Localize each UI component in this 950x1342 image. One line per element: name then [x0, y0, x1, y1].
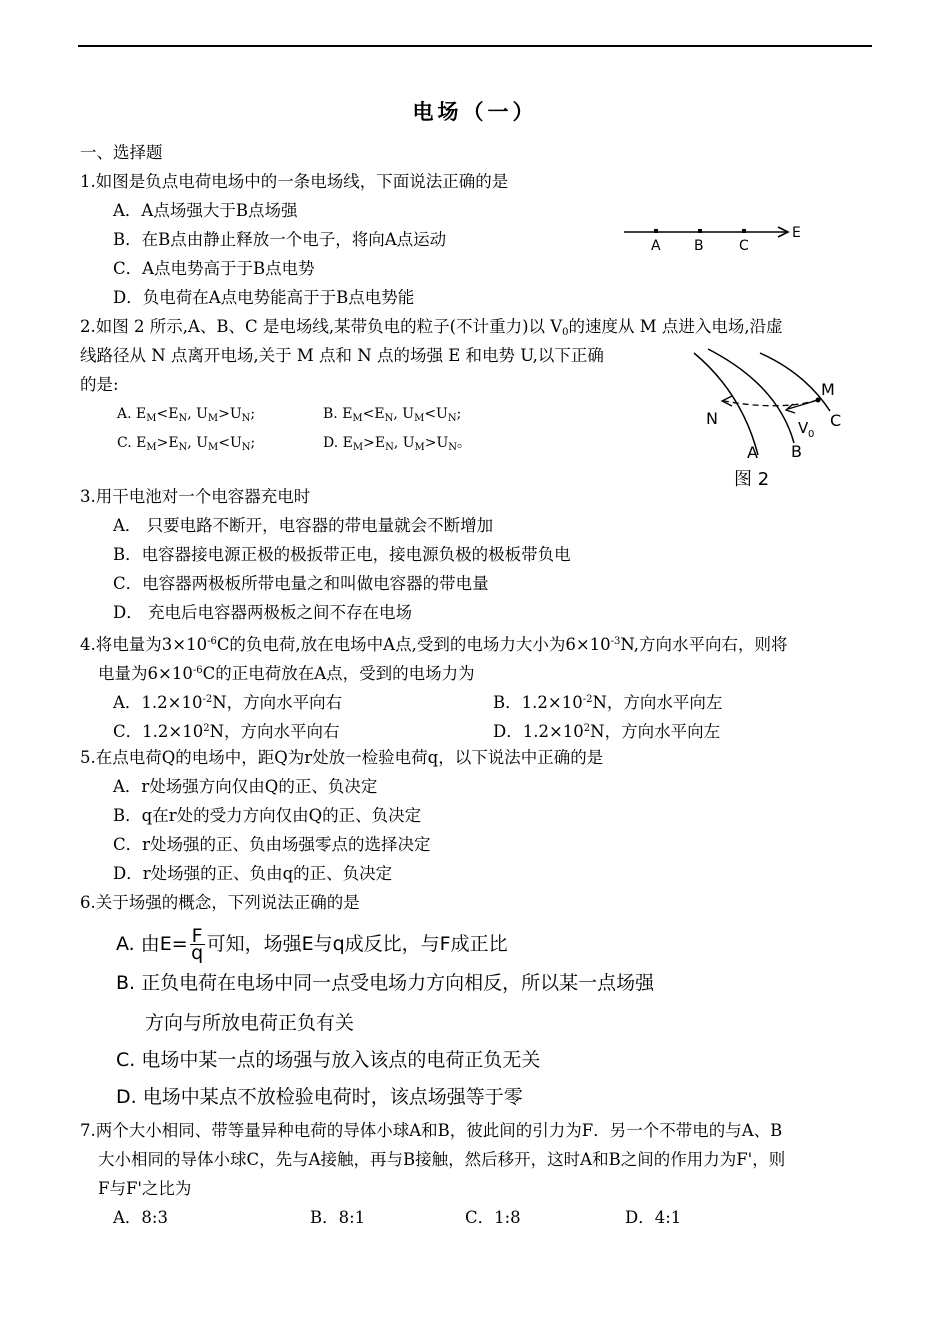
q3-option-d: D． 充电后电容器两极板之间不存在电场: [113, 603, 412, 622]
q6-option-b-line1: B. 正负电荷在电场中同一点受电场力方向相反，所以某一点场强: [116, 972, 655, 994]
point-m-dot: [816, 398, 821, 403]
q5-option-c: C．r处场强的正、负由场强零点的选择决定: [113, 835, 431, 854]
q6-stem: 6.关于场强的概念，下列说法正确的是: [80, 893, 360, 912]
q3-option-c: C．电容器两极板所带电量之和叫做电容器的带电量: [113, 574, 489, 593]
q7-stem-line3: F与F'之比为: [98, 1179, 192, 1198]
label-a: A: [747, 443, 758, 462]
q1-option-a: A．A点场强大于B点场强: [113, 201, 298, 220]
q7-stem-line1: 7.两个大小相同、带等量异种电荷的导体小球A和B，彼此间的引力为F．另一个不带电的与A、B: [80, 1121, 783, 1140]
figure-caption: 图 2: [734, 469, 770, 490]
q4-option-b: B．$1.2\times 10^{-2}N$，方向水平向左: [493, 693, 723, 712]
label-e: E: [792, 225, 801, 241]
label-v-sub: 0: [808, 429, 815, 440]
q2-figure-2: [690, 345, 860, 495]
label-m: M: [821, 380, 835, 399]
q2-stem-line2: 线路径从 N 点离开电场,关于 M 点和 N 点的场强 E 和电势 U,以下正确: [80, 346, 604, 365]
label-n: N: [706, 409, 718, 428]
q5-option-a: A．r处场强方向仅由Q的正、负决定: [113, 777, 378, 796]
q6-option-c: C. 电场中某一点的场强与放入该点的电荷正负无关: [116, 1049, 541, 1071]
q1-stem: 1.如图是负点电荷电场中的一条电场线，下面说法正确的是: [80, 172, 509, 191]
field-line-c: [760, 353, 830, 411]
label-c: C: [739, 238, 749, 254]
q3-option-b: B．电容器接电源正极的极扳带正电，接电源负极的极板带负电: [113, 545, 571, 564]
q1-field-line-figure: [620, 220, 820, 260]
q6-option-d: D. 电场中某点不放检验电荷时，该点场强等于零: [116, 1086, 523, 1108]
label-b: B: [694, 238, 704, 254]
q5-stem: 5.在点电荷Q的电场中，距Q为r处放一检验电荷q，以下说法中正确的是: [80, 748, 604, 767]
q4-option-d: D．$1.2\times 10^2N$，方向水平向左: [493, 722, 721, 741]
label-b: B: [791, 442, 802, 461]
label-v: V: [798, 419, 809, 437]
q6-option-a: A. 由E= $\frac{F}{q}$ 可知，场强E与q成反比，与F成正比: [116, 925, 508, 964]
q2-option-c: C. $E_M>E_N$, $U_M<U_N$;: [117, 435, 256, 453]
q4-stem-line1: 4.将电量为$3\times 10^{-6}C$的负电荷,放在电场中A点,受到的电场力大小为$6\times 10^{-3}N$,方向水平向右，则将: [80, 635, 788, 654]
q7-option-a: A．8:3: [113, 1208, 168, 1227]
page-title: 电场（一）: [412, 99, 538, 124]
fraction-f-over-q: $\frac{F}{q}$: [191, 925, 204, 964]
q6-option-b-line2: 方向与所放电荷正负有关: [145, 1012, 355, 1034]
q1-option-b: B．在B点由静止释放一个电子，将向A点运动: [113, 230, 447, 249]
q1-option-d: D．负电荷在A点电势能高于于B点电势能: [113, 288, 415, 307]
section-heading: 一、选择题: [80, 143, 163, 162]
q4-option-c: C．$1.2\times 10^2N$，方向水平向右: [113, 722, 340, 741]
q7-option-c: C．1:8: [465, 1208, 521, 1227]
point-b-dot: [698, 229, 702, 233]
q7-option-d: D．4:1: [625, 1208, 682, 1227]
point-a-dot: [654, 229, 658, 233]
q1-option-c: C．A点电势高于于B点电势: [113, 259, 315, 278]
field-line-b: [708, 349, 794, 443]
q5-option-b: B．q在r处的受力方向仅由Q的正、负决定: [113, 806, 422, 825]
q2-stem-line1: 2.如图 2 所示,A、B、C 是电场线,某带负电的粒子(不计重力)以 $V_0$的速度从 M 点进入电场,沿虚: [80, 317, 783, 338]
q4-stem-line2: 电量为$6\times 10^{-6}C$的正电荷放在A点，受到的电场力为: [98, 664, 475, 683]
header-rule: [78, 45, 872, 47]
label-a: A: [651, 238, 661, 254]
q3-option-a: A． 只要电路不断开，电容器的带电量就会不断增加: [113, 516, 494, 535]
q7-option-b: B．8:1: [310, 1208, 366, 1227]
q3-stem: 3.用干电池对一个电容器充电时: [80, 487, 311, 506]
point-c-dot: [742, 229, 746, 233]
q2-stem-line3: 的是:: [80, 375, 119, 394]
q2-option-a: A. $E_M<E_N$, $U_M>U_N$;: [117, 406, 256, 424]
q2-option-d: D. $E_M>E_N$, $U_M>U_N$。: [323, 435, 472, 453]
q2-option-b: B. $E_M<E_N$, $U_M<U_N$;: [323, 406, 462, 424]
label-c: C: [830, 411, 842, 430]
q4-option-a: A．$1.2\times 10^{-2}N$，方向水平向右: [113, 693, 343, 712]
q5-option-d: D．r处场强的正、负由q的正、负决定: [113, 864, 393, 883]
q7-stem-line2: 大小相同的导体小球C，先与A接触，再与B接触，然后移开，这时A和B之间的作用力为F'，则: [98, 1150, 786, 1169]
